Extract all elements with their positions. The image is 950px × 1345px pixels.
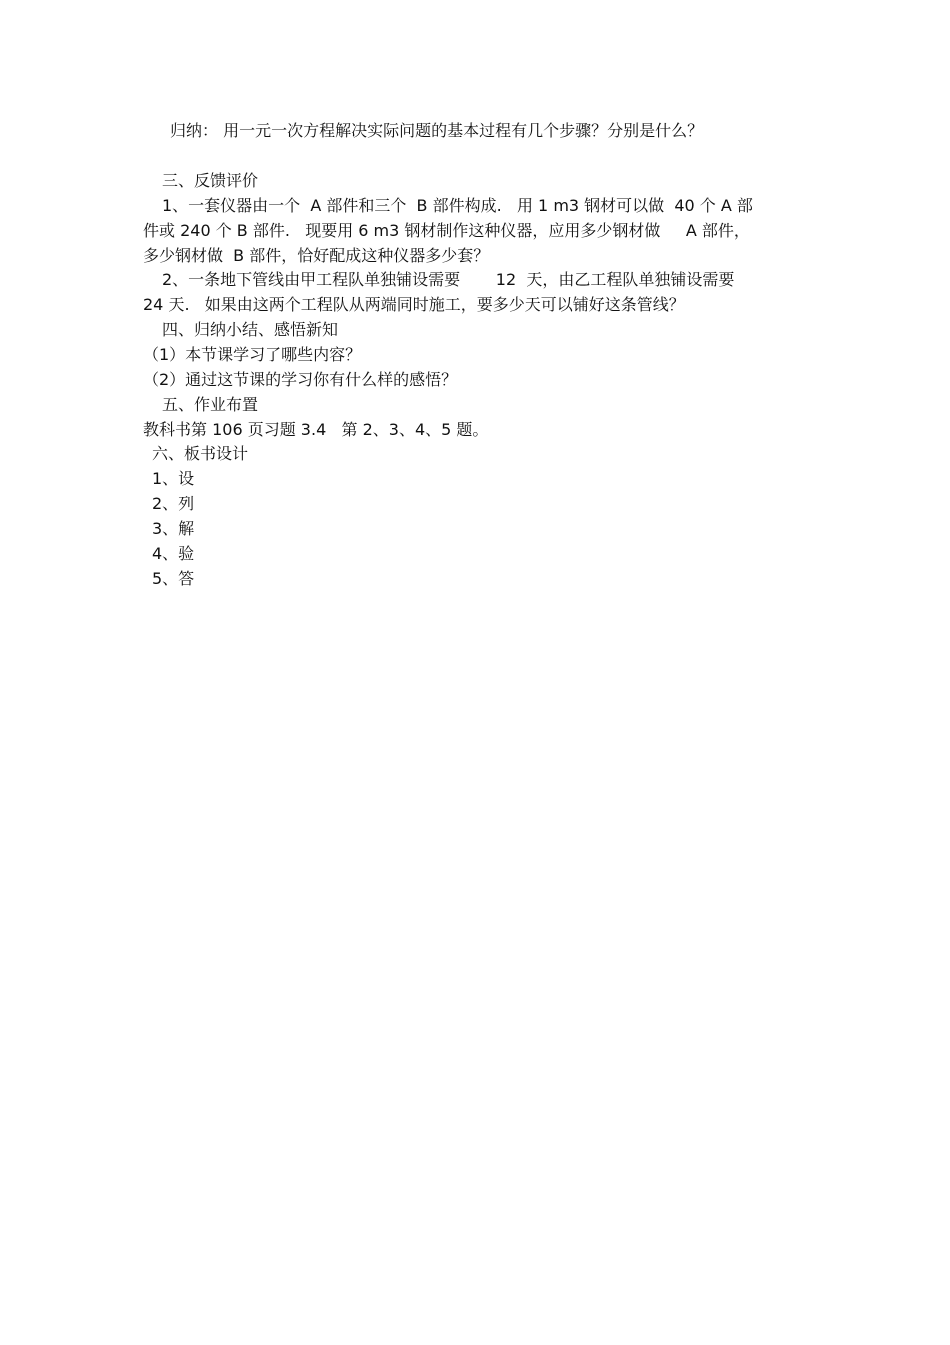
question-2-line-2: 24 天. 如果由这两个工程队从两端同时施工，要多少天可以铺好这条管线？ [143, 295, 685, 314]
board-step: 4、验 [152, 544, 195, 563]
board-step: 1、设 [152, 469, 195, 488]
board-step: 2、列 [152, 494, 195, 513]
question-2-line-1: 2、一条地下管线由甲工程队单独铺设需要 12 天，由乙工程队单独铺设需要 [162, 270, 735, 289]
section-heading-feedback: 三、反馈评价 [162, 171, 259, 190]
question-1-line-2: 件或 240 个 B 部件. 现要用 6 m3 钢材制作这种仪器，应用多少钢材做 A 部件， [143, 221, 750, 240]
board-step: 3、解 [152, 519, 195, 538]
board-step: 5、答 [152, 569, 195, 588]
homework-text: 教科书第 106 页习题 3.4 第 2、3、4、5 题。 [143, 420, 489, 439]
section-heading-homework: 五、作业布置 [162, 395, 259, 414]
summary-item-2: （2）通过这节课的学习你有什么样的感悟？ [143, 370, 458, 389]
summary-item-1: （1）本节课学习了哪些内容？ [143, 345, 362, 364]
section-heading-board-design: 六、板书设计 [152, 444, 249, 463]
question-1-line-1: 1、一套仪器由一个 A 部件和三个 B 部件构成. 用 1 m3 钢材可以做 40 个 A 部 [162, 196, 753, 215]
question-1-line-3: 多少钢材做 B 部件，恰好配成这种仪器多少套？ [143, 246, 490, 265]
section-heading-summary: 四、归纳小结、感悟新知 [162, 320, 339, 339]
summary-prompt: 归纳： 用一元一次方程解决实际问题的基本过程有几个步骤？分别是什么？ [170, 121, 704, 140]
